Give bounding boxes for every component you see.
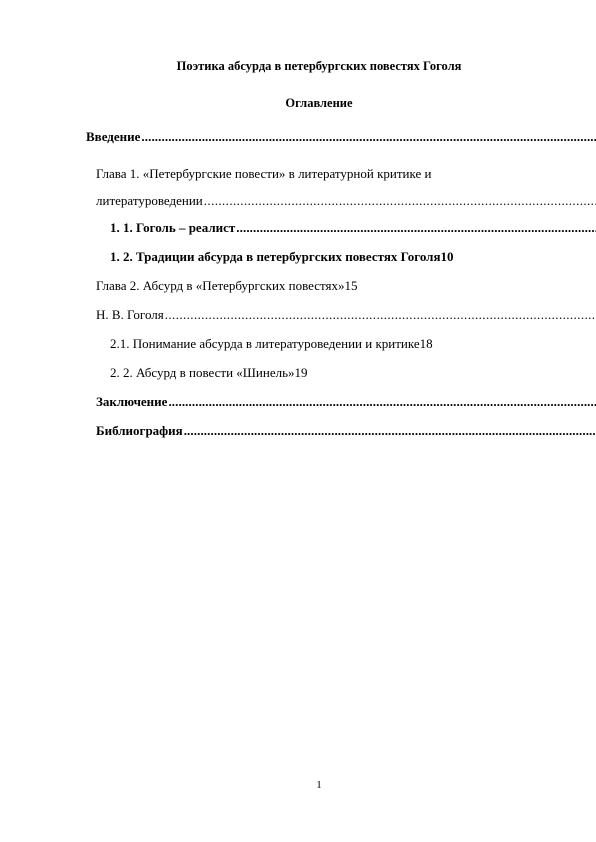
toc-entry-1-2[interactable] [110, 249, 596, 265]
toc-dot-leader [141, 129, 596, 145]
page-number: 1 [316, 779, 322, 791]
toc-entry-1-1[interactable] [110, 220, 596, 236]
toc-heading: Оглавление [285, 96, 353, 110]
toc-entry-2-2[interactable] [110, 365, 596, 381]
toc-entry-introduction[interactable] [86, 129, 596, 145]
toc-entry-2-1[interactable] [110, 336, 596, 352]
toc-dot-leader [236, 220, 596, 236]
toc-entry-chapter-2[interactable] [96, 278, 596, 294]
toc-entry-chapter-1[interactable] [96, 166, 596, 182]
toc-entry-label: Заключение [96, 394, 168, 409]
toc-dot-leader [165, 307, 596, 323]
toc-entry-label: Глава 1. «Петербургские повести» в литературной критике и [96, 166, 432, 181]
toc-entry-label: Глава 2. Абсурд в «Петербургских повестях»15 [96, 278, 358, 293]
toc-entry-conclusion[interactable] [96, 394, 596, 410]
toc-dot-leader [204, 193, 596, 209]
toc-entry-label: 1. 2. Традиции абсурда в петербургских повестях Гоголя10 [110, 249, 454, 264]
toc-entry-label: 2. 2. Абсурд в повести «Шинель»19 [110, 365, 308, 380]
toc-entry-label: 1. 1. Гоголь – реалист [110, 220, 236, 235]
toc-entry-chapter-1-cont[interactable] [96, 193, 596, 209]
toc-entry-bibliography[interactable] [96, 423, 596, 439]
toc-entry-label: Н. В. Гоголя [96, 307, 164, 322]
toc-dot-leader [168, 394, 596, 410]
toc-entry-label: 2.1. Понимание абсурда в литературоведении и критике18 [110, 336, 433, 351]
toc-dot-leader [184, 423, 596, 439]
toc-entry-chapter-2-cont[interactable] [96, 307, 596, 323]
document-title: Поэтика абсурда в петербургских повестях Гоголя [176, 59, 462, 73]
toc-entry-label: литературоведении [96, 193, 203, 208]
toc-entry-label: Введение [86, 129, 141, 144]
toc-entry-label: Библиография [96, 423, 183, 438]
